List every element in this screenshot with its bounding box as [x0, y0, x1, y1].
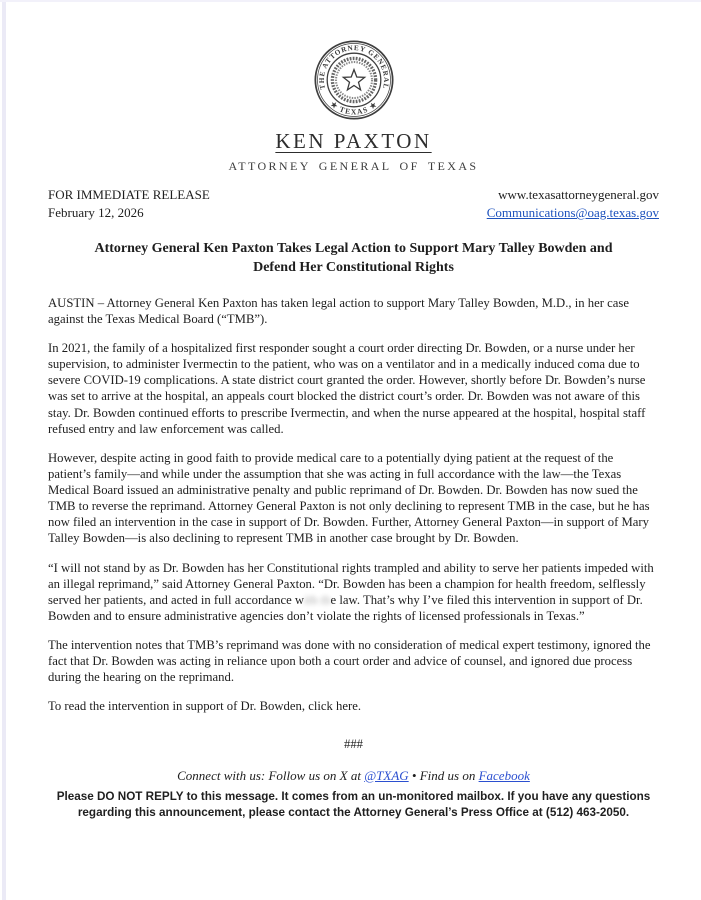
- paragraph-quote: [48, 560, 659, 625]
- connect-line: [48, 768, 659, 784]
- release-meta-row: [48, 186, 659, 222]
- end-mark: ###: [343, 736, 364, 751]
- left-edge-strip: [2, 0, 6, 900]
- website-text: www.texasattorneygeneral.gov: [498, 187, 659, 202]
- connect-separator: • Find us on: [408, 767, 479, 783]
- seal-wreath-outer: [332, 58, 375, 101]
- seal-top-text: THE ATTORNEY GENERAL: [317, 44, 390, 91]
- letterhead: [48, 0, 659, 174]
- paragraph-intro: AUSTIN – Attorney General Ken Paxton has taken legal action to support Mary Talley Bowden, M.D., in her case against the Texas Medical Board (“TMB”).: [48, 295, 629, 326]
- release-meta-left: [48, 186, 210, 222]
- connect-prefix: Connect with us: Follow us on X at: [177, 767, 365, 783]
- facebook-link[interactable]: Facebook: [478, 767, 530, 783]
- attorney-general-seal: [314, 40, 394, 120]
- headline: Attorney General Ken Paxton Takes Legal Action to Support Mary Talley Bowden and Defend Her Constitutional Rights: [94, 241, 613, 275]
- seal-bottom-text: ★ TEXAS ★: [328, 99, 379, 117]
- smudged-text: ith th: [304, 592, 331, 607]
- office-title: ATTORNEY GENERAL OF TEXAS: [228, 159, 479, 173]
- paragraph-intervention-notes: The intervention notes that TMB’s reprimand was done with no consideration of medical expert testimony, ignored the fact that Dr. Bowden was acting in reliance upon both a court order and advice of counsel, and ignored due process during the hearing on the reprimand.: [48, 638, 651, 685]
- quote-text-end: e law. That’s why I’ve filed this intervention in support of Dr. Bowden and to ensure administrative agencies don’t violate the rights of licensed professionals in Texas.”: [48, 592, 643, 623]
- release-meta-right: [487, 186, 659, 222]
- release-date: February 12, 2026: [48, 205, 144, 221]
- paragraph-read-more: To read the intervention in support of Dr. Bowden, click here.: [48, 699, 362, 714]
- quote-text-start: “I will not stand by as Dr. Bowden has her Constitutional rights trampled and ability to serve her patients impeded with an illegal reprimand,” said Attorney General Paxton. “Dr. Bowden has been a champion for health freedom, selflessly served her patients, and acted in full accordance w: [48, 560, 654, 607]
- paragraph-background: In 2021, the family of a hospitalized first responder sought a court order directing Dr. Bowden, or a nurse under her supervision, to administer Ivermectin to the patient, who was on a ventilator and in a medically induced coma due to severe COVID-19 complications. A state district court granted the order. However, shortly before Dr. Bowden’s nurse was set to arrive at the hospital, an appeals court blocked the district court’s order. Dr. Bowden was not aware of this stay. Dr. Bowden continued efforts to prescribe Ivermectin, and when the nurse appeared at the hospital, hospital staff refused entry and law enforcement was called.: [48, 341, 646, 436]
- txag-link[interactable]: @TXAG: [364, 767, 409, 783]
- email-link[interactable]: Communications@oag.texas.gov: [486, 205, 659, 221]
- paragraph-tmb-action: However, despite acting in good faith to provide medical care to a potentially dying patient at the request of the patient’s family—and while under the assumption that she was acting in full accordance with the law—the Texas Medical Board issued an administrative penalty and public reprimand of Dr. Bowden. Dr. Bowden has now sued the TMB to reverse the reprimand. Attorney General Paxton is not only declining to represent TMB in the case, but he has now filed an intervention in the case in support of Dr. Bowden. Further, Attorney General Paxton—in support of Mary Talley Bowden—is also declining to represent TMB in another case brought by Dr. Bowden.: [48, 450, 650, 546]
- top-edge-strip: [0, 0, 701, 2]
- star-icon: [343, 70, 364, 90]
- seal-inner-rim: [317, 44, 390, 117]
- body-copy: [48, 295, 659, 715]
- ken-paxton-wordmark: KEN PAXTON: [275, 129, 432, 153]
- do-not-reply-notice: Please DO NOT REPLY to this message. It comes from an un-monitored mailbox. If you have any questions regarding this announcement, please contact the Attorney General’s Press Office at (512) 463-2050.: [56, 789, 651, 820]
- seal-wreath-inner: [336, 62, 372, 98]
- release-label: FOR IMMEDIATE RELEASE: [48, 187, 210, 202]
